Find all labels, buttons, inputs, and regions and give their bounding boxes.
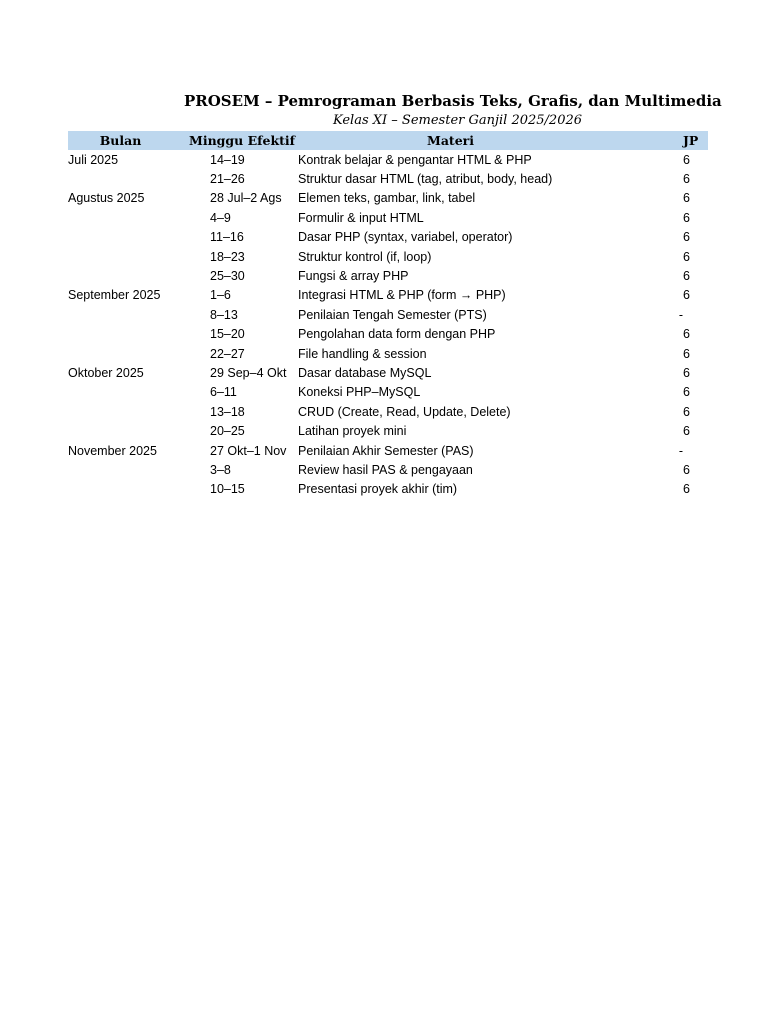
cell-dash[interactable] <box>643 266 683 285</box>
cell-bulan[interactable] <box>68 266 173 285</box>
cell-materi[interactable]: File handling & session <box>298 346 427 361</box>
schedule-table <box>68 131 708 499</box>
cell-jp[interactable]: 6 <box>683 327 690 342</box>
cell-materi[interactable]: Elemen teks, gambar, link, tabel <box>298 191 476 206</box>
cell-dash[interactable] <box>643 150 683 169</box>
cell-bulan[interactable] <box>68 169 173 188</box>
cell-materi[interactable]: Koneksi PHP–MySQL <box>298 385 421 400</box>
cell-materi[interactable]: Penilaian Tengah Semester (PTS) <box>298 307 487 322</box>
cell-materi[interactable]: Fungsi & array PHP <box>298 269 409 284</box>
cell-materi[interactable]: Kontrak belajar & pengantar HTML & PHP <box>298 152 532 167</box>
cell-materi[interactable]: Formulir & input HTML <box>298 210 424 225</box>
cell-dash[interactable] <box>643 344 683 363</box>
cell-jp[interactable] <box>683 305 708 324</box>
cell-dash[interactable]: - <box>678 443 683 458</box>
cell-minggu-efektif[interactable]: 11–16 <box>210 230 244 245</box>
cell-minggu-efektif[interactable]: 27 Okt–1 Nov <box>210 443 287 458</box>
cell-jp[interactable]: 6 <box>683 462 690 477</box>
cell-bulan[interactable]: Oktober 2025 <box>68 365 144 380</box>
cell-bulan[interactable] <box>68 344 173 363</box>
column-header-minggu-efektif: Minggu Efektif <box>173 131 298 150</box>
cell-dash[interactable] <box>643 286 683 305</box>
cell-jp[interactable]: 6 <box>683 424 690 439</box>
cell-dash[interactable] <box>643 169 683 188</box>
table-row <box>68 208 708 227</box>
cell-jp[interactable]: 6 <box>683 404 690 419</box>
cell-bulan[interactable]: Juli 2025 <box>68 152 119 167</box>
table-row <box>68 480 708 499</box>
table-row <box>68 169 708 188</box>
cell-minggu-efektif[interactable]: 25–30 <box>210 269 245 284</box>
cell-bulan[interactable] <box>68 402 173 421</box>
cell-minggu-efektif[interactable]: 4–9 <box>210 210 231 225</box>
cell-materi[interactable]: Pengolahan data form dengan PHP <box>298 327 496 342</box>
table-row <box>68 421 708 440</box>
cell-bulan[interactable] <box>68 228 173 247</box>
header-row <box>68 131 708 150</box>
cell-jp[interactable]: 6 <box>683 482 690 497</box>
cell-bulan[interactable] <box>68 325 173 344</box>
cell-jp[interactable]: 6 <box>683 385 690 400</box>
cell-jp[interactable]: 6 <box>683 249 690 264</box>
cell-materi[interactable]: Dasar database MySQL <box>298 365 432 380</box>
cell-bulan[interactable]: Agustus 2025 <box>68 191 145 206</box>
column-header-materi: Materi <box>298 131 683 150</box>
column-header-jp: JP <box>683 131 708 150</box>
cell-jp[interactable] <box>683 441 708 460</box>
cell-bulan[interactable] <box>68 247 173 266</box>
cell-bulan[interactable]: November 2025 <box>68 443 157 458</box>
cell-bulan[interactable] <box>68 421 173 440</box>
table-row <box>68 325 708 344</box>
table-row <box>68 189 708 208</box>
cell-jp[interactable]: 6 <box>683 346 690 361</box>
cell-minggu-efektif[interactable]: 22–27 <box>210 346 245 361</box>
table-row <box>68 363 708 382</box>
cell-minggu-efektif[interactable]: 3–8 <box>210 462 231 477</box>
cell-jp[interactable]: 6 <box>683 152 690 167</box>
cell-bulan[interactable] <box>68 305 173 324</box>
document-subtitle: Kelas XI – Semester Ganjil 2025/2026 <box>333 113 583 128</box>
table-row <box>68 286 708 305</box>
cell-dash[interactable] <box>643 402 683 421</box>
cell-dash[interactable] <box>643 383 683 402</box>
cell-dash[interactable] <box>643 480 683 499</box>
cell-jp[interactable]: 6 <box>683 210 690 225</box>
cell-dash[interactable] <box>643 325 683 344</box>
cell-bulan[interactable]: September 2025 <box>68 288 161 303</box>
cell-minggu-efektif[interactable]: 21–26 <box>210 172 245 187</box>
cell-jp[interactable]: 6 <box>683 191 690 206</box>
cell-minggu-efektif[interactable]: 15–20 <box>210 327 245 342</box>
cell-minggu-efektif[interactable]: 13–18 <box>210 404 245 419</box>
cell-minggu-efektif[interactable]: 29 Sep–4 Okt <box>210 365 287 380</box>
table-row <box>68 150 708 169</box>
cell-minggu-efektif[interactable]: 20–25 <box>210 424 245 439</box>
table-row <box>68 247 708 266</box>
cell-jp[interactable]: 6 <box>683 172 690 187</box>
cell-bulan[interactable] <box>68 208 173 227</box>
cell-bulan[interactable] <box>68 383 173 402</box>
cell-dash[interactable] <box>643 228 683 247</box>
table-row <box>68 383 708 402</box>
cell-materi[interactable]: Integrasi HTML & PHP (form → PHP) <box>298 288 506 303</box>
cell-bulan[interactable] <box>68 480 173 499</box>
cell-bulan[interactable] <box>68 460 173 479</box>
table-row <box>68 441 708 460</box>
schedule-body <box>68 150 708 499</box>
cell-materi[interactable]: Struktur kontrol (if, loop) <box>298 249 432 264</box>
cell-materi[interactable]: Latihan proyek mini <box>298 424 407 439</box>
cell-materi[interactable]: Struktur dasar HTML (tag, atribut, body, head) <box>298 172 553 187</box>
cell-minggu-efektif[interactable]: 8–13 <box>210 307 238 322</box>
cell-materi[interactable]: Penilaian Akhir Semester (PAS) <box>298 443 474 458</box>
cell-jp[interactable]: 6 <box>683 288 690 303</box>
cell-minggu-efektif[interactable]: 18–23 <box>210 249 245 264</box>
cell-minggu-efektif[interactable]: 1–6 <box>210 288 231 303</box>
cell-dash[interactable] <box>643 208 683 227</box>
cell-dash[interactable] <box>643 189 683 208</box>
cell-minggu-efektif[interactable]: 10–15 <box>210 482 245 497</box>
cell-dash[interactable] <box>643 421 683 440</box>
cell-minggu-efektif[interactable]: 6–11 <box>210 385 237 400</box>
table-row <box>68 228 708 247</box>
cell-jp[interactable]: 6 <box>683 269 690 284</box>
table-row <box>68 305 708 324</box>
cell-jp[interactable]: 6 <box>683 365 690 380</box>
cell-jp[interactable]: 6 <box>683 230 690 245</box>
table-row <box>68 344 708 363</box>
cell-materi[interactable]: Dasar PHP (syntax, variabel, operator) <box>298 230 513 245</box>
column-header-bulan: Bulan <box>68 131 173 150</box>
document-title: PROSEM – Pemrograman Berbasis Teks, Grafis, dan Multimedia <box>184 92 722 110</box>
table-row <box>68 460 708 479</box>
cell-dash[interactable] <box>643 460 683 479</box>
cell-minggu-efektif[interactable]: 14–19 <box>210 152 245 167</box>
table-row <box>68 266 708 285</box>
cell-minggu-efektif[interactable]: 28 Jul–2 Ags <box>210 191 282 206</box>
cell-materi[interactable]: Review hasil PAS & pengayaan <box>298 462 473 477</box>
cell-dash[interactable]: - <box>678 307 683 322</box>
table-row <box>68 402 708 421</box>
cell-materi[interactable]: CRUD (Create, Read, Update, Delete) <box>298 404 511 419</box>
cell-dash[interactable] <box>643 363 683 382</box>
cell-dash[interactable] <box>643 247 683 266</box>
cell-materi[interactable]: Presentasi proyek akhir (tim) <box>298 482 458 497</box>
